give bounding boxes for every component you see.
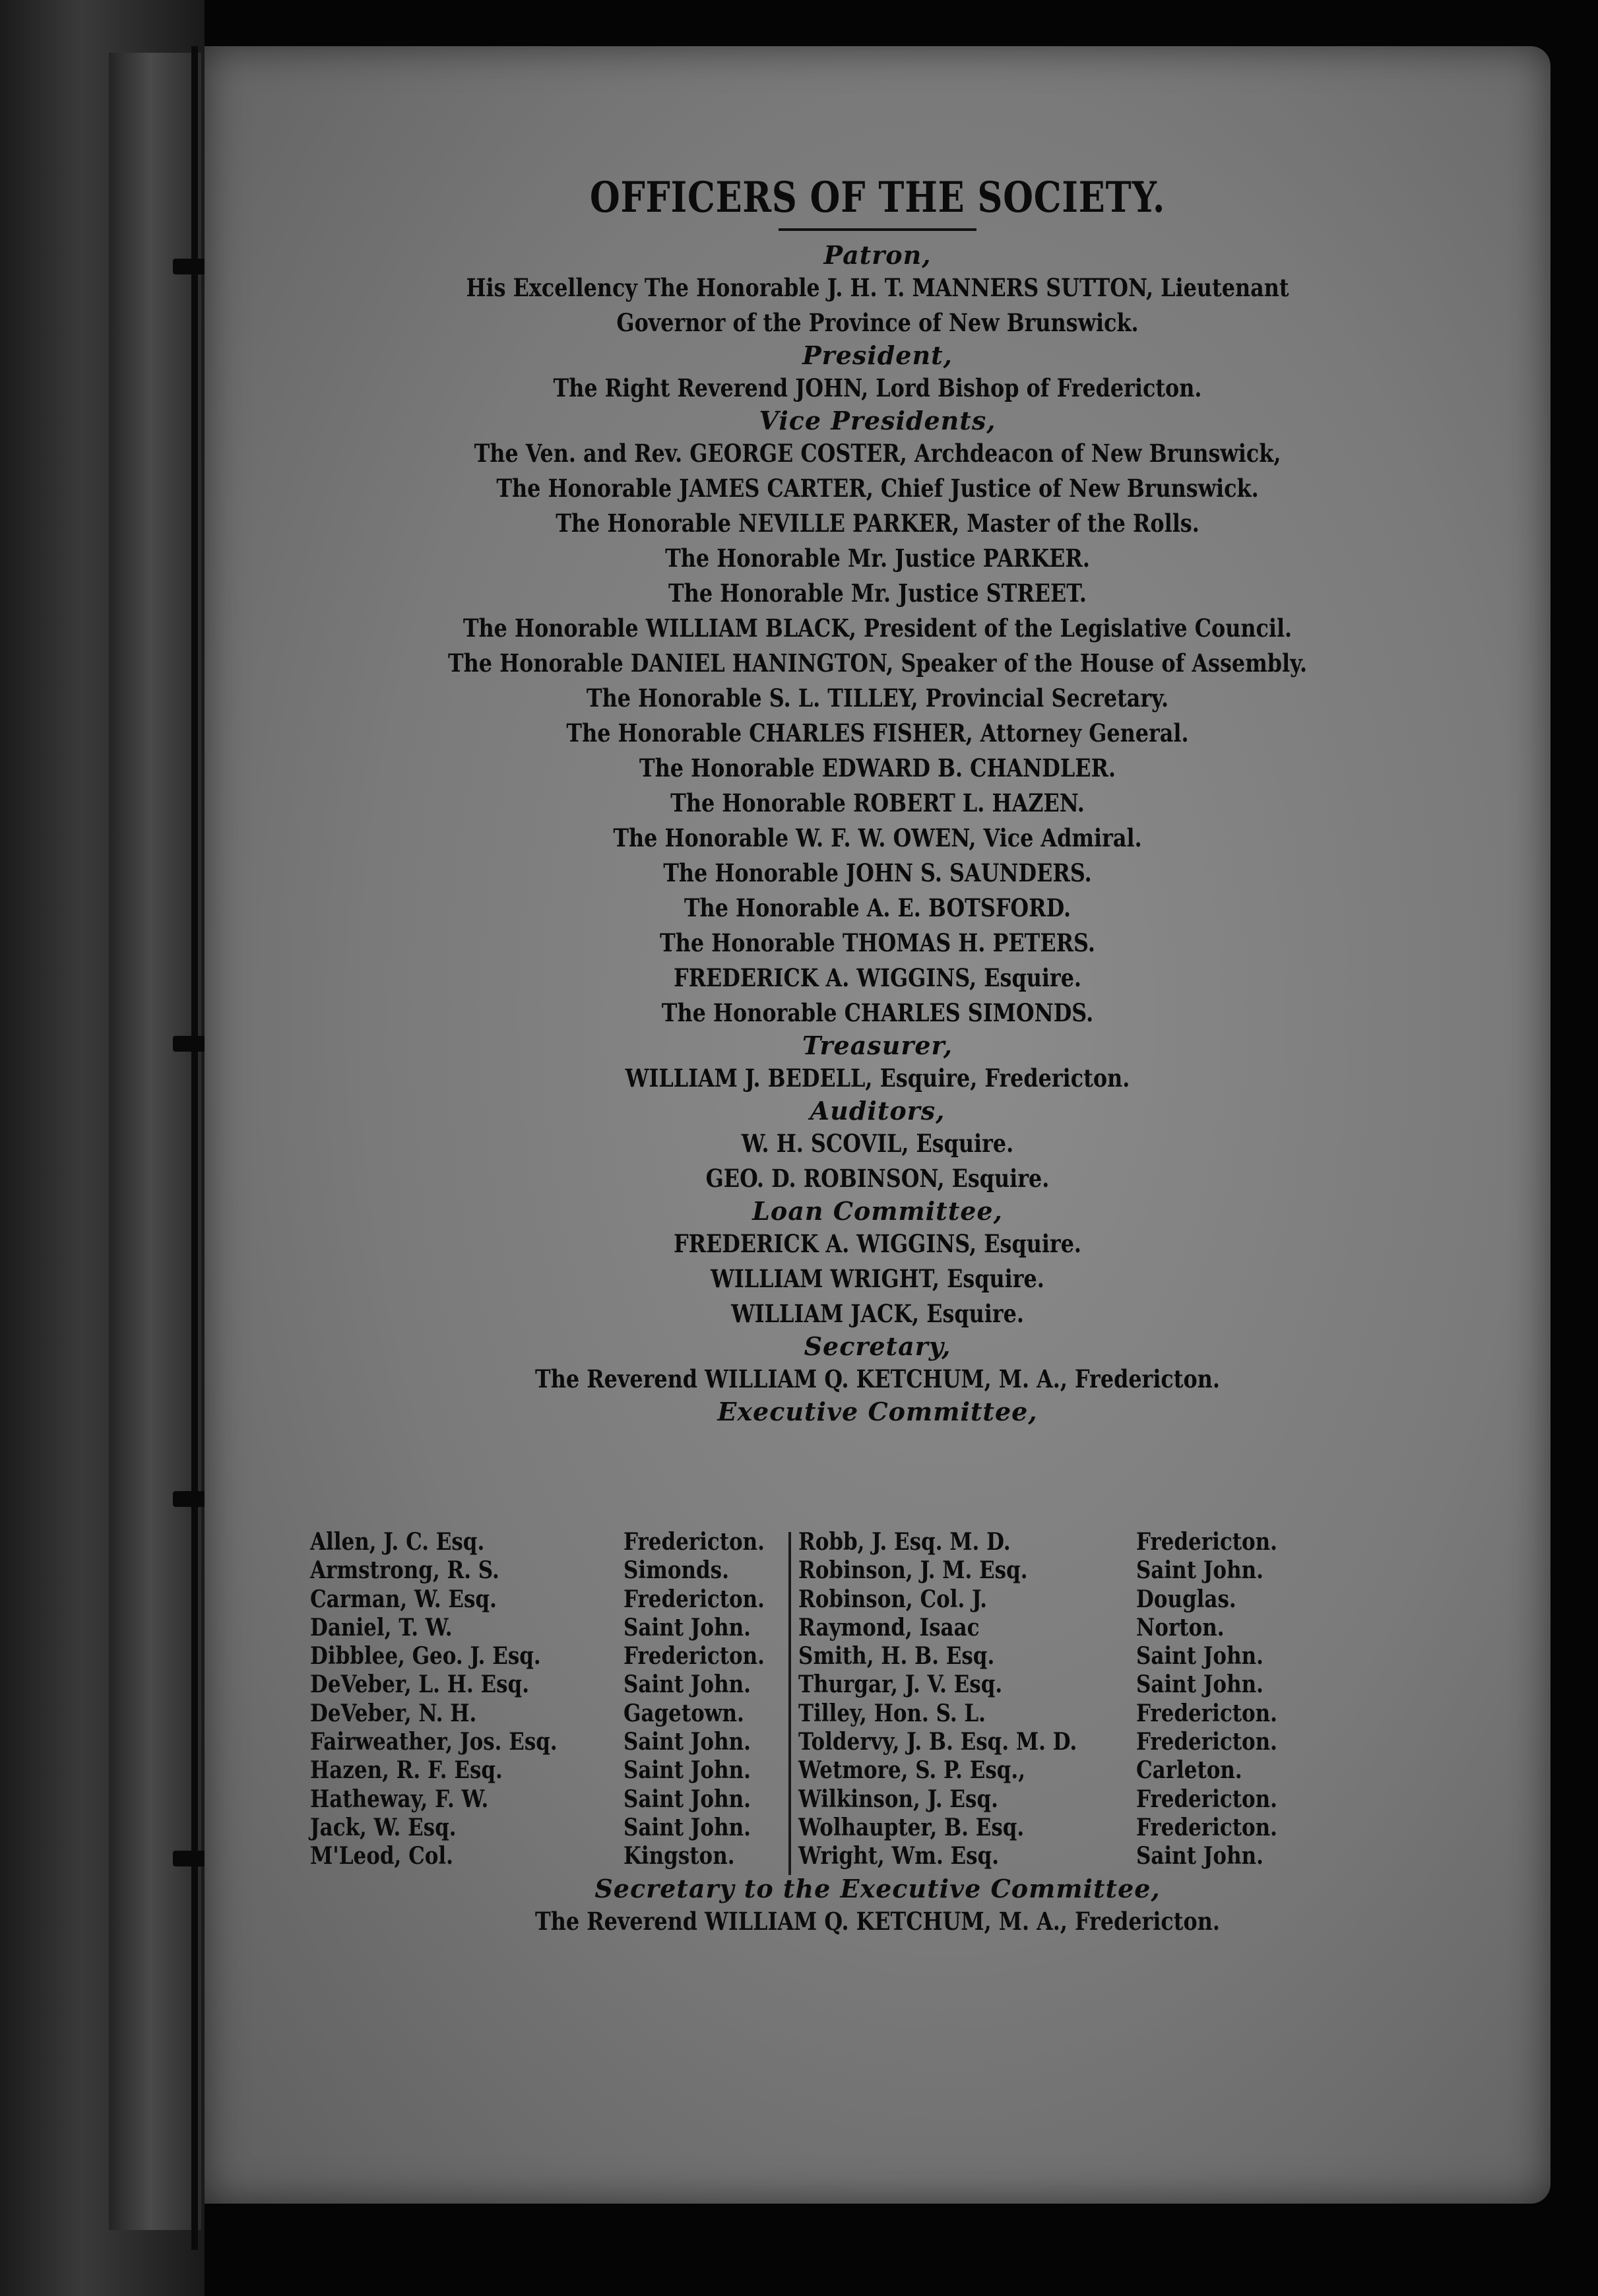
member-name: Hatheway, F. W. xyxy=(310,1785,489,1813)
member-place: Saint John. xyxy=(1136,1842,1263,1870)
officer-line: FREDERICK A. WIGGINS, Esquire. xyxy=(673,963,1082,992)
section-label: Vice Presidents, xyxy=(759,406,996,435)
member-name: Thurgar, J. V. Esq. xyxy=(798,1671,1003,1699)
member-name: Wright, Wm. Esq. xyxy=(798,1842,1000,1870)
officer-line: WILLIAM J. BEDELL, Esquire, Fredericton. xyxy=(625,1064,1130,1093)
left-names-column xyxy=(310,1528,598,1871)
member-name: Wolhaupter, B. Esq. xyxy=(798,1813,1025,1841)
secretary-section xyxy=(218,1331,1537,1397)
member-name: Wetmore, S. P. Esq., xyxy=(798,1756,1025,1785)
officer-line: The Honorable JAMES CARTER, Chief Justice of New Brunswick. xyxy=(496,474,1259,503)
member-place: Saint John. xyxy=(1136,1671,1263,1699)
officer-line: Governor of the Province of New Brunswick. xyxy=(616,308,1139,337)
president-section xyxy=(218,340,1537,406)
member-place: Saint John. xyxy=(1136,1556,1263,1585)
page-title: OFFICERS OF THE SOCIETY. xyxy=(589,173,1166,222)
vice-presidents-section xyxy=(218,406,1537,1031)
member-place: Fredericton. xyxy=(1136,1699,1277,1727)
loan-committee-section xyxy=(218,1196,1537,1331)
officer-line: W. H. SCOVIL, Esquire. xyxy=(741,1129,1014,1158)
member-name: Hazen, R. F. Esq. xyxy=(310,1756,503,1785)
officer-line: GEO. D. ROBINSON, Esquire. xyxy=(705,1164,1050,1193)
member-place: Douglas. xyxy=(1136,1585,1236,1613)
officer-line: The Honorable DANIEL HANINGTON, Speaker of the House of Assembly. xyxy=(447,649,1308,678)
officer-line: The Honorable CHARLES FISHER, Attorney General. xyxy=(566,718,1189,748)
officer-line: The Honorable A. E. BOTSFORD. xyxy=(684,893,1071,922)
member-place: Saint John. xyxy=(623,1785,751,1813)
officer-line: The Honorable NEVILLE PARKER, Master of the Rolls. xyxy=(556,509,1199,538)
left-places-column xyxy=(623,1528,788,1871)
member-place: Fredericton. xyxy=(1136,1785,1277,1813)
member-place: Kingston. xyxy=(623,1842,735,1870)
member-name: DeVeber, N. H. xyxy=(310,1699,477,1727)
auditors-section xyxy=(218,1096,1537,1196)
officer-line: The Ven. and Rev. GEORGE COSTER, Archdeacon of New Brunswick, xyxy=(474,439,1281,468)
member-name: Fairweather, Jos. Esq. xyxy=(310,1728,558,1756)
member-name: M'Leod, Col. xyxy=(310,1842,453,1870)
member-name: Daniel, T. W. xyxy=(310,1613,453,1642)
member-place: Saint John. xyxy=(623,1671,751,1699)
member-place: Fredericton. xyxy=(623,1585,765,1613)
member-place: Saint John. xyxy=(623,1613,751,1642)
member-place: Carleton. xyxy=(1136,1756,1242,1785)
member-place: Saint John. xyxy=(623,1728,751,1756)
member-place: Saint John. xyxy=(623,1813,751,1841)
member-place: Saint John. xyxy=(1136,1642,1263,1671)
officer-line: His Excellency The Honorable J. H. T. MANNERS SUTTON, Lieutenant xyxy=(466,273,1289,302)
member-name: Dibblee, Geo. J. Esq. xyxy=(310,1642,541,1671)
member-name: Armstrong, R. S. xyxy=(310,1556,499,1585)
officer-line: The Honorable CHARLES SIMONDS. xyxy=(661,998,1094,1027)
binding-line xyxy=(191,46,198,2250)
executive-committee-section xyxy=(218,1397,1537,1427)
officer-line: The Right Reverend JOHN, Lord Bishop of Fredericton. xyxy=(553,373,1202,402)
officer-line: The Honorable Mr. Justice PARKER. xyxy=(665,544,1090,573)
member-name: Wilkinson, J. Esq. xyxy=(798,1785,998,1813)
member-name: Smith, H. B. Esq. xyxy=(798,1642,995,1671)
member-place: Saint John. xyxy=(623,1756,751,1785)
officers-list xyxy=(218,172,1537,1427)
member-place: Fredericton. xyxy=(1136,1528,1277,1556)
officer-line: The Honorable ROBERT L. HAZEN. xyxy=(670,788,1085,817)
officer-line: The Reverend WILLIAM Q. KETCHUM, M. A., Fredericton. xyxy=(535,1907,1220,1936)
officer-line: The Honorable EDWARD B. CHANDLER. xyxy=(639,753,1116,782)
officer-line: The Honorable WILLIAM BLACK, President of the Legislative Council. xyxy=(463,614,1293,643)
member-name: Robinson, Col. J. xyxy=(798,1585,988,1613)
binding-shadow xyxy=(109,53,201,2230)
section-label: Secretary to the Executive Committee, xyxy=(594,1874,1161,1903)
member-name: Robinson, J. M. Esq. xyxy=(798,1556,1028,1585)
patron-section xyxy=(218,240,1537,340)
officer-line: The Honorable JOHN S. SAUNDERS. xyxy=(663,858,1092,887)
officer-line: WILLIAM WRIGHT, Esquire. xyxy=(711,1264,1044,1293)
member-name: Allen, J. C. Esq. xyxy=(310,1528,485,1556)
officer-line: The Honorable Mr. Justice STREET. xyxy=(668,579,1087,608)
right-places-column xyxy=(1136,1528,1300,1871)
member-place: Fredericton. xyxy=(623,1642,765,1671)
title-rule xyxy=(779,228,976,231)
member-place: Norton. xyxy=(1136,1613,1225,1642)
section-label: Loan Committee, xyxy=(752,1196,1003,1226)
section-label: President, xyxy=(802,340,953,370)
right-names-column xyxy=(798,1528,1122,1871)
treasurer-section xyxy=(218,1031,1537,1096)
secretary-exec-section xyxy=(218,1874,1537,1939)
section-label: Secretary, xyxy=(804,1331,951,1361)
section-label: Patron, xyxy=(823,240,932,270)
member-place: Gagetown. xyxy=(623,1699,744,1727)
member-place: Fredericton. xyxy=(1136,1813,1277,1841)
officer-line: The Honorable THOMAS H. PETERS. xyxy=(660,928,1095,957)
officer-line: The Honorable S. L. TILLEY, Provincial Secretary. xyxy=(586,684,1169,713)
officer-line: WILLIAM JACK, Esquire. xyxy=(731,1299,1024,1328)
member-name: Carman, W. Esq. xyxy=(310,1585,497,1613)
member-name: DeVeber, L. H. Esq. xyxy=(310,1671,529,1699)
section-label: Auditors, xyxy=(810,1096,945,1126)
member-name: Tilley, Hon. S. L. xyxy=(798,1699,986,1727)
section-label: Treasurer, xyxy=(802,1031,953,1060)
section-label: Executive Committee, xyxy=(717,1397,1038,1426)
member-name: Jack, W. Esq. xyxy=(310,1813,457,1841)
member-place: Fredericton. xyxy=(1136,1728,1277,1756)
member-place: Fredericton. xyxy=(623,1528,765,1556)
column-divider xyxy=(788,1532,791,1875)
member-name: Raymond, Isaac xyxy=(798,1613,980,1642)
officer-line: FREDERICK A. WIGGINS, Esquire. xyxy=(673,1229,1082,1258)
officer-line: The Honorable W. F. W. OWEN, Vice Admiral. xyxy=(613,823,1142,852)
member-name: Toldervy, J. B. Esq. M. D. xyxy=(798,1728,1077,1756)
member-place: Simonds. xyxy=(623,1556,729,1585)
officer-line: The Reverend WILLIAM Q. KETCHUM, M. A., Fredericton. xyxy=(535,1364,1220,1393)
member-name: Robb, J. Esq. M. D. xyxy=(798,1528,1011,1556)
